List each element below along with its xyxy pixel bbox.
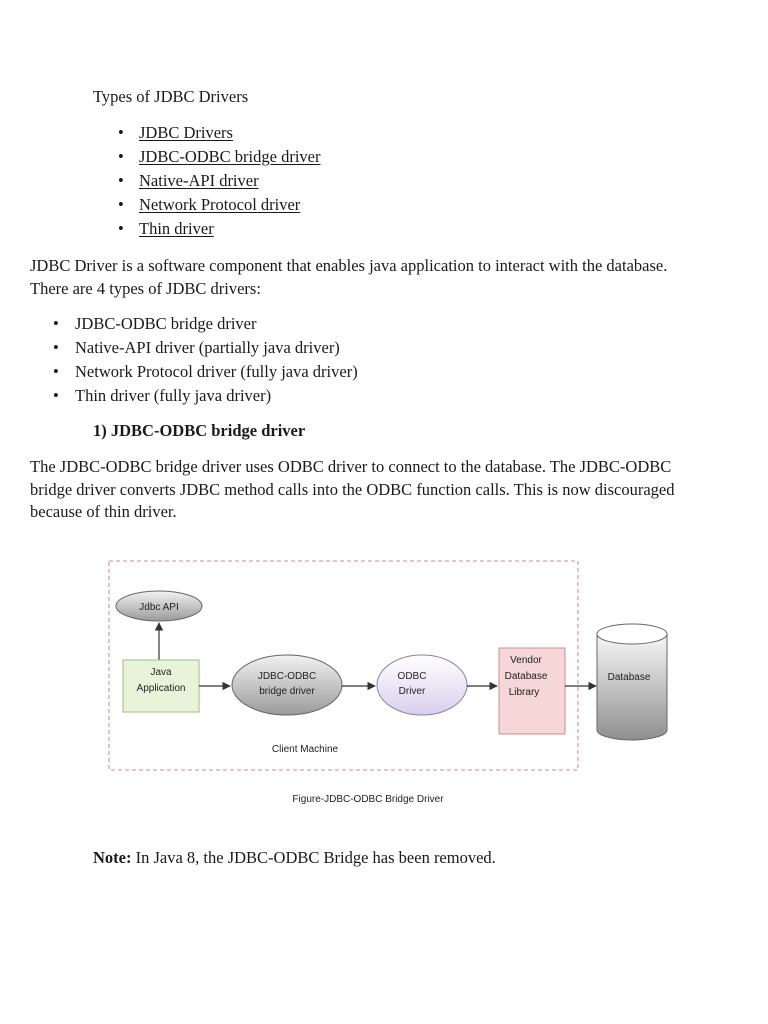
note-paragraph bbox=[93, 848, 496, 868]
list-item bbox=[53, 313, 358, 337]
link-item[interactable] bbox=[118, 194, 320, 218]
database-label: Database bbox=[607, 672, 651, 683]
list-item-text: Network Protocol driver (fully java driver) bbox=[75, 362, 358, 381]
odbc-driver-label: ODBC bbox=[397, 671, 427, 682]
client-machine-label: Client Machine bbox=[271, 744, 339, 755]
list-item-text: Native-API driver (partially java driver) bbox=[75, 338, 340, 357]
link-item[interactable] bbox=[118, 170, 320, 194]
link-native-api-driver[interactable]: Native-API driver bbox=[139, 171, 259, 190]
java-application-label: Java bbox=[150, 667, 172, 678]
page-heading: Types of JDBC Drivers bbox=[93, 87, 249, 106]
section-heading: 1) JDBC-ODBC bridge driver bbox=[93, 421, 306, 440]
bullet-icon: • bbox=[53, 386, 59, 405]
bullet-icon: • bbox=[118, 123, 124, 142]
jdbc-odbc-bridge-node bbox=[232, 655, 342, 715]
bullet-icon: • bbox=[118, 195, 124, 214]
bullet-icon: • bbox=[53, 362, 59, 381]
bridge-driver-label: bridge driver bbox=[259, 686, 315, 697]
bullet-icon: • bbox=[118, 219, 124, 238]
figure-caption: Figure-JDBC-ODBC Bridge Driver bbox=[292, 794, 444, 805]
link-item[interactable] bbox=[118, 218, 320, 242]
list-item bbox=[53, 385, 358, 409]
bullet-icon: • bbox=[118, 171, 124, 190]
section-paragraph bbox=[30, 456, 750, 524]
driver-types-list bbox=[53, 313, 358, 409]
java-application-label: Application bbox=[136, 683, 186, 694]
bridge-driver-label: JDBC-ODBC bbox=[257, 671, 317, 682]
intro-line: JDBC Driver is a software component that enables java application to interact with the database. bbox=[30, 256, 668, 275]
jdbc-odbc-bridge-diagram bbox=[100, 548, 680, 818]
bullet-icon: • bbox=[53, 338, 59, 357]
list-item bbox=[53, 337, 358, 361]
link-item[interactable] bbox=[118, 146, 320, 170]
vendor-library-label: Library bbox=[508, 687, 540, 698]
link-network-protocol-driver[interactable]: Network Protocol driver bbox=[139, 195, 301, 214]
section-line: because of thin driver. bbox=[30, 502, 177, 521]
section-line: bridge driver converts JDBC method calls into the ODBC function calls. This is now discouraged bbox=[30, 479, 675, 499]
jdbc-api-label: Jdbc API bbox=[139, 602, 179, 613]
bullet-icon: • bbox=[118, 147, 124, 166]
intro-paragraph bbox=[30, 255, 750, 300]
odbc-driver-label: Driver bbox=[398, 686, 426, 697]
link-item[interactable] bbox=[118, 122, 320, 146]
link-jdbc-drivers[interactable]: JDBC Drivers bbox=[139, 123, 233, 142]
section-line: The JDBC-ODBC bridge driver uses ODBC driver to connect to the database. The JDBC-ODBC bbox=[30, 457, 672, 476]
vendor-library-label: Vendor bbox=[510, 655, 542, 666]
driver-links-list bbox=[118, 122, 320, 242]
odbc-driver-node bbox=[377, 655, 467, 715]
bullet-icon: • bbox=[53, 314, 59, 333]
list-item-text: JDBC-ODBC bridge driver bbox=[75, 314, 257, 333]
intro-line: There are 4 types of JDBC drivers: bbox=[30, 278, 261, 298]
note-text: In Java 8, the JDBC-ODBC Bridge has been removed. bbox=[131, 848, 496, 867]
list-item-text: Thin driver (fully java driver) bbox=[75, 386, 272, 405]
link-jdbc-odbc-bridge-driver[interactable]: JDBC-ODBC bridge driver bbox=[139, 147, 321, 166]
link-thin-driver[interactable]: Thin driver bbox=[139, 219, 214, 238]
vendor-library-label: Database bbox=[504, 671, 548, 682]
note-label: Note: bbox=[93, 848, 132, 867]
list-item bbox=[53, 361, 358, 385]
